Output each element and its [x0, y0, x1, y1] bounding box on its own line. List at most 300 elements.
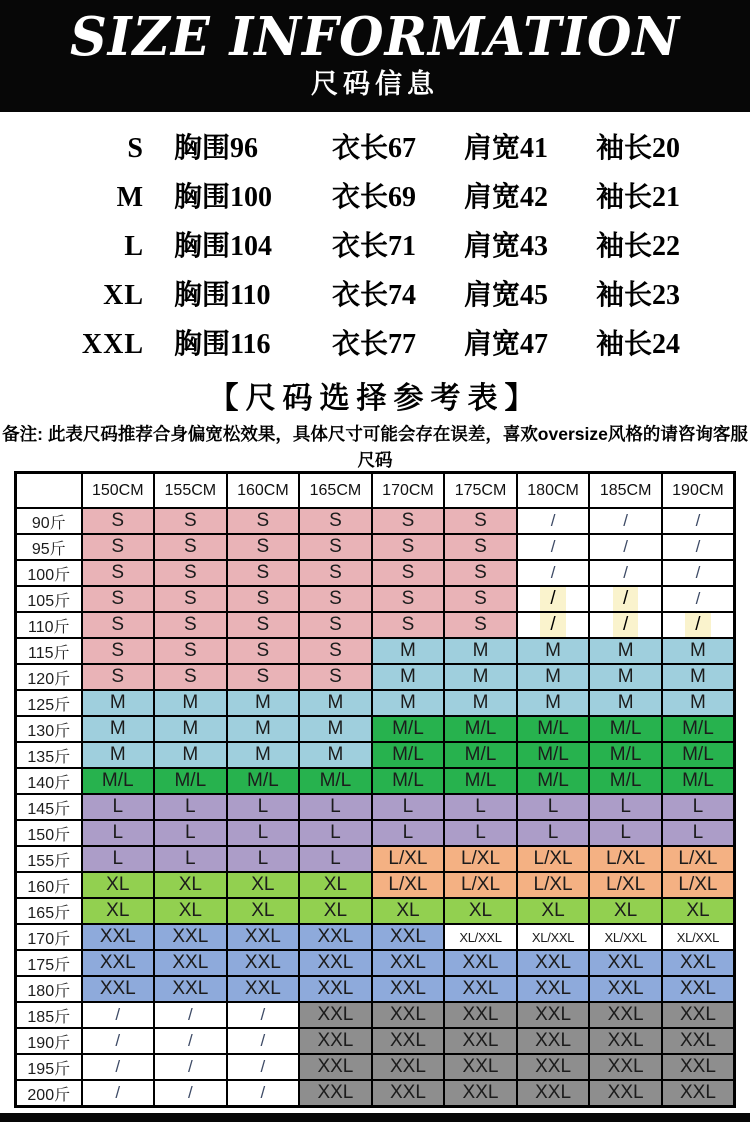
- size-cell: M/L: [299, 768, 372, 794]
- slash-mark: /: [187, 1005, 193, 1024]
- size-cell: L: [154, 820, 227, 846]
- size-cell: S: [444, 534, 517, 560]
- table-row: [16, 846, 735, 872]
- size-cell: XL: [82, 872, 155, 898]
- size-cell: XXL: [589, 1054, 662, 1080]
- weight-label: 155斤: [16, 846, 82, 872]
- size-cell: M: [662, 690, 735, 716]
- size-cell: XXL: [227, 950, 300, 976]
- size-cell: L: [299, 794, 372, 820]
- size-cell: S: [227, 638, 300, 664]
- size-cell: [589, 560, 662, 586]
- table-row: [16, 690, 735, 716]
- size-cell: XL/XXL: [517, 924, 590, 950]
- size-cell: XXL: [662, 1002, 735, 1028]
- slash-mark: /: [623, 511, 628, 530]
- slash-mark: /: [550, 537, 556, 556]
- size-cell: L: [154, 846, 227, 872]
- table-row: [16, 872, 735, 898]
- size-cell: M: [299, 716, 372, 742]
- size-cell: [154, 1028, 227, 1054]
- size-label: M: [116, 182, 144, 213]
- size-cell: XL: [82, 898, 155, 924]
- length-measurement: 衣长71: [332, 231, 417, 262]
- size-cell: S: [444, 586, 517, 612]
- size-cell: L: [82, 820, 155, 846]
- size-cell: L/XL: [444, 846, 517, 872]
- size-cell: XXL: [444, 1080, 517, 1107]
- size-cell: S: [372, 612, 445, 638]
- size-cell: L: [517, 820, 590, 846]
- size-cell: S: [372, 586, 445, 612]
- measurement-specs: [0, 112, 750, 371]
- table-row: [16, 716, 735, 742]
- slash-mark: /: [260, 1057, 266, 1076]
- size-cell: XXL: [299, 1002, 372, 1028]
- chest-measurement: 胸围110: [174, 280, 271, 311]
- page-subtitle: 尺码信息: [311, 69, 439, 99]
- slash-mark: /: [695, 589, 701, 608]
- size-cell: L: [662, 820, 735, 846]
- size-cell: XXL: [82, 976, 155, 1002]
- table-row: [16, 1080, 735, 1107]
- size-cell: [589, 612, 662, 638]
- chest-measurement: 胸围100: [174, 182, 273, 213]
- size-cell: L: [589, 794, 662, 820]
- size-cell: XXL: [517, 950, 590, 976]
- size-cell: S: [82, 534, 155, 560]
- size-cell: M/L: [444, 716, 517, 742]
- shoulder-measurement: 肩宽41: [464, 133, 549, 164]
- weight-label: 95斤: [16, 534, 82, 560]
- sleeve-measurement: 袖长22: [596, 231, 681, 262]
- size-spec-row: [0, 273, 750, 322]
- size-cell: L: [662, 794, 735, 820]
- size-cell: [82, 1028, 155, 1054]
- size-cell: [662, 612, 735, 638]
- size-cell: XL: [299, 872, 372, 898]
- size-cell: S: [227, 612, 300, 638]
- size-cell: [227, 1002, 300, 1028]
- size-cell: XXL: [82, 950, 155, 976]
- size-cell: M/L: [444, 768, 517, 794]
- size-cell: M/L: [517, 742, 590, 768]
- slash-mark: /: [695, 511, 701, 530]
- size-cell: XXL: [227, 976, 300, 1002]
- weight-label: 185斤: [16, 1002, 82, 1028]
- size-cell: S: [154, 534, 227, 560]
- size-cell: XXL: [372, 1028, 445, 1054]
- size-cell: XXL: [662, 1028, 735, 1054]
- table-row: [16, 638, 735, 664]
- weight-label: 125斤: [16, 690, 82, 716]
- slash-mark: /: [260, 1005, 266, 1024]
- size-cell: XXL: [589, 1002, 662, 1028]
- size-cell: M/L: [444, 742, 517, 768]
- size-cell: M/L: [372, 742, 445, 768]
- size-cell: XXL: [299, 1028, 372, 1054]
- footer-bar: [0, 1113, 750, 1122]
- size-cell: XXL: [444, 950, 517, 976]
- weight-label: 145斤: [16, 794, 82, 820]
- size-cell: XXL: [372, 1002, 445, 1028]
- size-cell: M: [589, 690, 662, 716]
- size-cell: M: [372, 638, 445, 664]
- length-measurement: 衣长67: [332, 133, 417, 164]
- shoulder-measurement: 肩宽43: [464, 231, 549, 262]
- size-cell: M/L: [517, 768, 590, 794]
- size-label: XL: [103, 280, 144, 311]
- slash-mark: /: [695, 563, 701, 582]
- size-cell: M: [517, 638, 590, 664]
- size-cell: M/L: [589, 716, 662, 742]
- size-cell: XXL: [589, 950, 662, 976]
- size-cell: XXL: [517, 1028, 590, 1054]
- chest-measurement: 胸围104: [174, 231, 273, 262]
- reference-table-heading: 【尺码选择参考表】: [208, 382, 542, 415]
- table-row: [16, 924, 735, 950]
- size-cell: M: [444, 638, 517, 664]
- size-cell: [662, 508, 735, 534]
- size-cell: XXL: [372, 1054, 445, 1080]
- weight-label: 175斤: [16, 950, 82, 976]
- table-row: [16, 950, 735, 976]
- size-cell: M: [589, 638, 662, 664]
- size-label: S: [127, 133, 144, 164]
- size-cell: M/L: [662, 716, 735, 742]
- weight-label: 150斤: [16, 820, 82, 846]
- size-cell: L/XL: [589, 846, 662, 872]
- slash-mark: /: [187, 1057, 193, 1076]
- height-header: 165CM: [299, 473, 372, 509]
- shoulder-measurement: 肩宽45: [464, 280, 549, 311]
- size-cell: M: [662, 638, 735, 664]
- slash-mark: /: [187, 1031, 193, 1050]
- size-cell: S: [82, 560, 155, 586]
- size-cell: M/L: [154, 768, 227, 794]
- size-cell: M: [662, 664, 735, 690]
- height-header: 170CM: [372, 473, 445, 509]
- weight-label: 90斤: [16, 508, 82, 534]
- size-cell: [589, 508, 662, 534]
- size-cell: XXL: [372, 924, 445, 950]
- size-cell: [589, 586, 662, 612]
- size-cell: L: [299, 846, 372, 872]
- size-cell: XL: [589, 898, 662, 924]
- size-cell: [227, 1054, 300, 1080]
- size-cell: [82, 1080, 155, 1107]
- size-cell: S: [299, 508, 372, 534]
- size-cell: XXL: [299, 1054, 372, 1080]
- weight-label: 105斤: [16, 586, 82, 612]
- table-row: [16, 742, 735, 768]
- size-cell: L/XL: [372, 872, 445, 898]
- size-cell: XXL: [372, 950, 445, 976]
- highlighted-slash: /: [613, 587, 638, 611]
- slash-mark: /: [260, 1031, 266, 1050]
- size-cell: L: [227, 820, 300, 846]
- size-cell: S: [82, 508, 155, 534]
- size-cell: [517, 534, 590, 560]
- size-cell: XL: [662, 898, 735, 924]
- length-measurement: 衣长69: [332, 182, 417, 213]
- size-cell: [589, 534, 662, 560]
- size-cell: [227, 1080, 300, 1107]
- size-cell: L: [299, 820, 372, 846]
- length-measurement: 衣长77: [332, 329, 417, 360]
- size-cell: [154, 1002, 227, 1028]
- reference-note: 备注: 此表尺码推荐合身偏宽松效果，具体尺寸可能会存在误差，喜欢oversize风格的请咨询客服尺码: [2, 424, 748, 470]
- height-header: 180CM: [517, 473, 590, 509]
- size-cell: M: [82, 690, 155, 716]
- size-spec-row: [0, 322, 750, 371]
- weight-label: 170斤: [16, 924, 82, 950]
- height-header: 190CM: [662, 473, 735, 509]
- height-header: 160CM: [227, 473, 300, 509]
- size-cell: S: [227, 534, 300, 560]
- size-cell: M: [227, 716, 300, 742]
- slash-mark: /: [187, 1083, 193, 1102]
- size-cell: M/L: [589, 742, 662, 768]
- size-cell: S: [444, 560, 517, 586]
- table-row: [16, 508, 735, 534]
- size-table: [14, 471, 736, 1108]
- size-cell: M: [589, 664, 662, 690]
- size-cell: M/L: [662, 742, 735, 768]
- size-cell: M: [299, 690, 372, 716]
- size-cell: S: [444, 612, 517, 638]
- size-cell: L: [82, 794, 155, 820]
- weight-label: 130斤: [16, 716, 82, 742]
- slash-mark: /: [115, 1005, 121, 1024]
- size-cell: XXL: [299, 976, 372, 1002]
- size-cell: [227, 1028, 300, 1054]
- size-spec-row: [0, 126, 750, 175]
- size-cell: [154, 1054, 227, 1080]
- hero-banner: [0, 0, 750, 112]
- weight-label: 200斤: [16, 1080, 82, 1107]
- size-cell: L/XL: [662, 846, 735, 872]
- weight-label: 195斤: [16, 1054, 82, 1080]
- size-cell: XXL: [444, 1054, 517, 1080]
- weight-label: 135斤: [16, 742, 82, 768]
- size-cell: XXL: [589, 1080, 662, 1107]
- highlighted-slash: /: [540, 613, 565, 637]
- size-cell: XXL: [154, 950, 227, 976]
- chest-measurement: 胸围96: [174, 133, 259, 164]
- size-cell: M: [444, 664, 517, 690]
- height-header: 150CM: [82, 473, 155, 509]
- size-cell: L: [227, 794, 300, 820]
- slash-mark: /: [695, 537, 701, 556]
- size-spec-row: [0, 175, 750, 224]
- size-cell: XXL: [662, 1054, 735, 1080]
- table-row: [16, 664, 735, 690]
- highlighted-slash: /: [685, 613, 710, 637]
- size-cell: S: [154, 560, 227, 586]
- size-cell: [154, 1080, 227, 1107]
- shoulder-measurement: 肩宽42: [464, 182, 549, 213]
- size-cell: L: [517, 794, 590, 820]
- slash-mark: /: [550, 511, 556, 530]
- size-cell: S: [82, 664, 155, 690]
- size-cell: L: [372, 820, 445, 846]
- size-cell: L/XL: [517, 872, 590, 898]
- size-cell: XXL: [372, 976, 445, 1002]
- size-spec-row: [0, 224, 750, 273]
- weight-label: 190斤: [16, 1028, 82, 1054]
- table-row: [16, 1002, 735, 1028]
- size-cell: S: [299, 586, 372, 612]
- size-cell: S: [444, 508, 517, 534]
- size-cell: M: [154, 742, 227, 768]
- size-cell: XL/XXL: [662, 924, 735, 950]
- slash-mark: /: [623, 563, 628, 582]
- size-cell: XXL: [589, 976, 662, 1002]
- size-cell: M: [444, 690, 517, 716]
- size-cell: XXL: [154, 924, 227, 950]
- size-cell: S: [154, 586, 227, 612]
- slash-mark: /: [623, 537, 628, 556]
- size-cell: XXL: [154, 976, 227, 1002]
- size-cell: S: [372, 508, 445, 534]
- size-cell: XXL: [662, 950, 735, 976]
- size-cell: XL: [154, 872, 227, 898]
- size-cell: M/L: [82, 768, 155, 794]
- weight-label: 115斤: [16, 638, 82, 664]
- size-cell: S: [299, 664, 372, 690]
- size-cell: XXL: [444, 1028, 517, 1054]
- size-cell: M: [82, 742, 155, 768]
- table-row: [16, 898, 735, 924]
- size-cell: XXL: [517, 1080, 590, 1107]
- size-cell: M: [227, 690, 300, 716]
- height-header: 185CM: [589, 473, 662, 509]
- table-row: [16, 612, 735, 638]
- table-row: [16, 768, 735, 794]
- table-row: [16, 560, 735, 586]
- size-cell: L: [444, 794, 517, 820]
- sleeve-measurement: 袖长23: [596, 280, 681, 311]
- size-cell: S: [299, 534, 372, 560]
- size-cell: S: [372, 534, 445, 560]
- size-cell: S: [154, 612, 227, 638]
- size-cell: XXL: [517, 976, 590, 1002]
- weight-label: 110斤: [16, 612, 82, 638]
- size-cell: XL: [517, 898, 590, 924]
- highlighted-slash: /: [540, 587, 565, 611]
- size-cell: M: [227, 742, 300, 768]
- highlighted-slash: /: [613, 613, 638, 637]
- size-cell: XXL: [372, 1080, 445, 1107]
- size-cell: XXL: [662, 1080, 735, 1107]
- size-cell: XXL: [517, 1002, 590, 1028]
- size-cell: XXL: [517, 1054, 590, 1080]
- height-header: 175CM: [444, 473, 517, 509]
- size-cell: XL: [299, 898, 372, 924]
- table-row: [16, 1028, 735, 1054]
- size-cell: M/L: [589, 768, 662, 794]
- size-cell: XL/XXL: [589, 924, 662, 950]
- slash-mark: /: [115, 1083, 121, 1102]
- size-cell: M: [517, 690, 590, 716]
- size-cell: L: [82, 846, 155, 872]
- size-cell: S: [299, 638, 372, 664]
- slash-mark: /: [260, 1083, 266, 1102]
- shoulder-measurement: 肩宽47: [464, 329, 549, 360]
- weight-label: 160斤: [16, 872, 82, 898]
- size-cell: L/XL: [517, 846, 590, 872]
- size-cell: M: [372, 664, 445, 690]
- weight-label: 100斤: [16, 560, 82, 586]
- size-cell: M/L: [517, 716, 590, 742]
- size-cell: XL: [227, 872, 300, 898]
- size-cell: [662, 586, 735, 612]
- chest-measurement: 胸围116: [174, 329, 271, 360]
- size-cell: S: [82, 586, 155, 612]
- height-header-row: [16, 473, 735, 509]
- size-cell: S: [299, 560, 372, 586]
- table-row: [16, 1054, 735, 1080]
- size-cell: M: [154, 690, 227, 716]
- size-cell: [517, 612, 590, 638]
- table-row: [16, 820, 735, 846]
- size-cell: M: [517, 664, 590, 690]
- size-cell: M: [154, 716, 227, 742]
- weight-label: 180斤: [16, 976, 82, 1002]
- size-cell: [662, 534, 735, 560]
- size-cell: L/XL: [372, 846, 445, 872]
- size-cell: L: [154, 794, 227, 820]
- size-cell: M: [82, 716, 155, 742]
- slash-mark: /: [115, 1031, 121, 1050]
- size-cell: S: [154, 638, 227, 664]
- size-cell: L/XL: [589, 872, 662, 898]
- size-cell: XXL: [299, 950, 372, 976]
- size-cell: S: [227, 586, 300, 612]
- size-cell: XXL: [299, 1080, 372, 1107]
- size-cell: XXL: [444, 976, 517, 1002]
- size-cell: S: [82, 612, 155, 638]
- height-header: 155CM: [154, 473, 227, 509]
- size-cell: XL: [444, 898, 517, 924]
- size-cell: XXL: [444, 1002, 517, 1028]
- size-cell: S: [154, 664, 227, 690]
- size-cell: XL: [372, 898, 445, 924]
- slash-mark: /: [550, 563, 556, 582]
- size-cell: XL/XXL: [444, 924, 517, 950]
- size-cell: S: [227, 560, 300, 586]
- size-cell: [82, 1002, 155, 1028]
- size-cell: XXL: [662, 976, 735, 1002]
- size-cell: M/L: [372, 716, 445, 742]
- size-cell: S: [227, 664, 300, 690]
- page-title: SIZE INFORMATION: [69, 5, 681, 69]
- weight-label: 140斤: [16, 768, 82, 794]
- table-row: [16, 794, 735, 820]
- sleeve-measurement: 袖长21: [596, 182, 681, 213]
- size-cell: S: [372, 560, 445, 586]
- size-cell: L: [227, 846, 300, 872]
- length-measurement: 衣长74: [332, 280, 417, 311]
- sleeve-measurement: 袖长20: [596, 133, 681, 164]
- size-cell: XL: [227, 898, 300, 924]
- size-cell: [82, 1054, 155, 1080]
- size-cell: S: [82, 638, 155, 664]
- corner-cell: [16, 473, 82, 509]
- size-cell: XXL: [299, 924, 372, 950]
- size-cell: S: [227, 508, 300, 534]
